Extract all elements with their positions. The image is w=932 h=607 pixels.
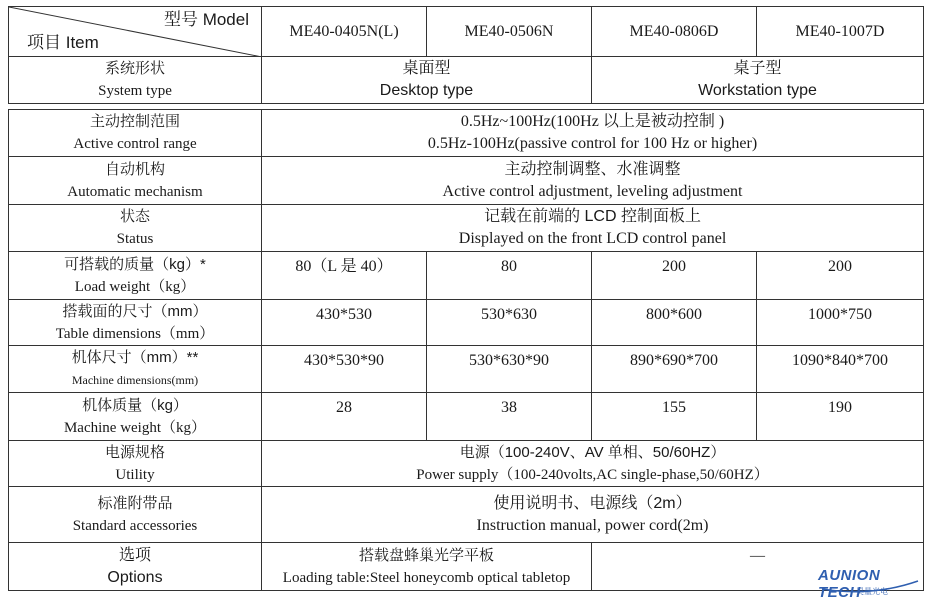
automatic-value: 主动控制调整、水准调整 Active control adjustment, leveling adjustment [262, 157, 924, 205]
model-header-2: ME40-0506N [427, 7, 592, 57]
automatic-row [9, 157, 924, 205]
utility-label: 电源规格 Utility [9, 441, 262, 487]
options-value: 搭载盘蜂巢光学平板 Loading table:Steel honeycomb optical tabletop [262, 543, 592, 591]
load-weight-value-2: 80 [427, 252, 592, 300]
model-header-4: ME40-1007D [757, 7, 924, 57]
model-row [9, 7, 924, 57]
table-dim-row [9, 300, 924, 346]
machine-weight-value-2: 38 [427, 393, 592, 441]
logo-subtext: 昊量光电 [856, 587, 888, 596]
options-label: 选项 Options [9, 543, 262, 591]
header-table [8, 6, 924, 104]
model-header-3: ME40-0806D [592, 7, 757, 57]
machine-dim-value-2: 530*630*90 [427, 346, 592, 393]
load-weight-value-3: 200 [592, 252, 757, 300]
machine-dim-label: 机体尺寸（mm）** Machine dimensions(mm) [9, 346, 262, 393]
accessories-label: 标准附带品 Standard accessories [9, 487, 262, 543]
logo-text: AUNION TECH [818, 567, 881, 601]
status-value: 记载在前端的 LCD 控制面板上 Displayed on the front LCD control panel [262, 205, 924, 252]
workstation-type-cell: 桌子型 Workstation type [592, 57, 924, 104]
desktop-type-cell: 桌面型 Desktop type [262, 57, 592, 104]
active-control-label: 主动控制范围 Active control range [9, 110, 262, 157]
table-dim-value-3: 800*600 [592, 300, 757, 346]
model-header-1: ME40-0405N(L) [262, 7, 427, 57]
status-label: 状态 Status [9, 205, 262, 252]
options-other-value: — [592, 543, 924, 591]
utility-value: 电源（100-240V、AV 单相、50/60HZ） Power supply（100-240volts,AC single-phase,50/60HZ） [262, 441, 924, 487]
status-row [9, 205, 924, 252]
machine-dim-value-4: 1090*840*700 [757, 346, 924, 393]
spec-table [8, 109, 924, 591]
accessories-row [9, 487, 924, 543]
accessories-value: 使用说明书、电源线（2m） Instruction manual, power cord(2m) [262, 487, 924, 543]
options-row [9, 543, 924, 591]
aunion-tech-logo [818, 567, 926, 603]
machine-weight-row [9, 393, 924, 441]
machine-weight-value-3: 155 [592, 393, 757, 441]
machine-dim-row [9, 346, 924, 393]
utility-row [9, 441, 924, 487]
machine-weight-value-1: 28 [262, 393, 427, 441]
machine-dim-value-3: 890*690*700 [592, 346, 757, 393]
load-weight-value-4: 200 [757, 252, 924, 300]
system-type-label: 系统形状 System type [9, 57, 262, 104]
automatic-label: 自动机构 Automatic mechanism [9, 157, 262, 205]
item-label: 项目 Item [27, 33, 99, 52]
load-weight-label: 可搭载的质量（kg）* Load weight（kg） [9, 252, 262, 300]
table-dim-value-2: 530*630 [427, 300, 592, 346]
diagonal-header-cell [9, 7, 262, 57]
table-dim-value-1: 430*530 [262, 300, 427, 346]
table-dim-value-4: 1000*750 [757, 300, 924, 346]
active-control-row [9, 110, 924, 157]
system-type-row [9, 57, 924, 104]
machine-dim-value-1: 430*530*90 [262, 346, 427, 393]
active-control-value: 0.5Hz~100Hz(100Hz 以上是被动控制 ) 0.5Hz-100Hz(passive control for 100 Hz or higher) [262, 110, 924, 157]
load-weight-value-1: 80（L 是 40） [262, 252, 427, 300]
machine-weight-value-4: 190 [757, 393, 924, 441]
load-weight-row [9, 252, 924, 300]
machine-weight-label: 机体质量（kg） Machine weight（kg） [9, 393, 262, 441]
table-dim-label: 搭载面的尺寸（mm） Table dimensions（mm） [9, 300, 262, 346]
model-label: 型号 Model [163, 10, 249, 29]
